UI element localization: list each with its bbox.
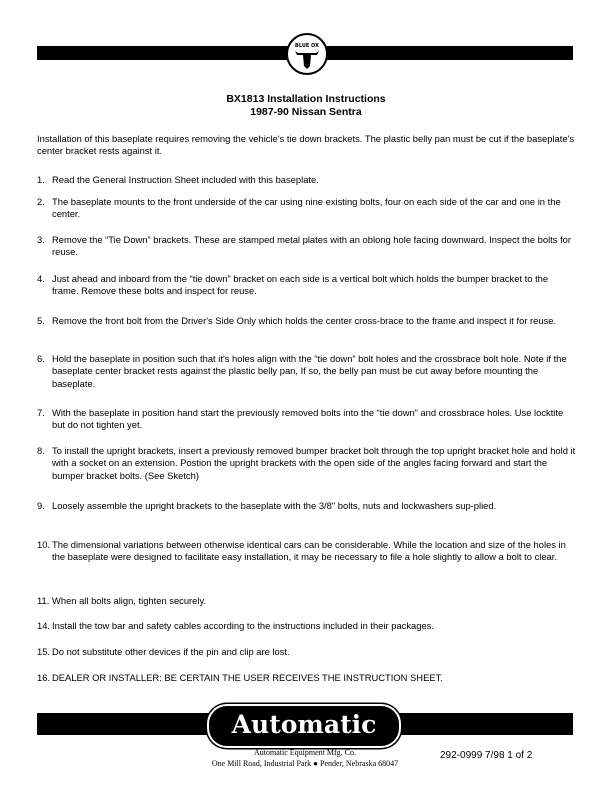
step-item <box>37 174 577 186</box>
step-text: DEALER OR INSTALLER: BE CERTAIN THE USER RECEIVES THE INSTRUCTION SHEET. <box>52 672 443 683</box>
step-text: The baseplate mounts to the front underside of the car using nine existing bolts, four on each side of the car and one in the center. <box>52 196 561 220</box>
step-number: 5. <box>37 315 45 326</box>
logo-text: BLUE OX <box>295 43 319 49</box>
doc-subtitle: 1987-90 Nissan Sentra <box>250 106 362 118</box>
step-item <box>37 500 577 512</box>
doc-title: BX1813 Installation Instructions <box>226 93 386 105</box>
step-number: 11. <box>37 595 50 606</box>
step-text: The dimensional variations between otherwise identical cars can be considerable. While the location and size of the holes in the baseplate were designed to facilitate easy installation, it may be necessary to file a hole slightly to allow a bolt to clear. <box>52 539 566 563</box>
step-item <box>37 273 577 298</box>
step-text: Read the General Instruction Sheet included with this baseplate. <box>52 174 319 185</box>
step-text: Loosely assemble the upright brackets to the baseplate with the 3/8" bolts, nuts and lockwashers sup-plied. <box>52 500 497 511</box>
step-item <box>37 445 577 482</box>
step-text: When all bolts align, tighten securely. <box>52 595 207 606</box>
step-number: 7. <box>37 407 45 418</box>
step-item <box>37 595 577 607</box>
step-number: 1. <box>37 174 45 185</box>
step-number: 2. <box>37 196 45 207</box>
step-item <box>37 353 577 390</box>
step-number: 14. <box>37 620 51 631</box>
company-address: One Mill Road, Industrial Park ● Pender, Nebraska 68047 <box>211 759 399 768</box>
step-number: 4. <box>37 273 45 284</box>
company-name: Automatic Equipment Mfg. Co. <box>254 748 356 757</box>
step-text: Remove the front bolt from the Driver's Side Only which holds the center cross-brace to the frame and inspect it for reuse. <box>52 315 557 326</box>
step-number: 3. <box>37 234 45 245</box>
step-item <box>37 672 577 684</box>
ox-head-icon <box>288 35 326 73</box>
step-item <box>37 539 577 564</box>
blue-ox-logo <box>286 33 328 75</box>
step-item <box>37 315 577 327</box>
step-text: To install the upright brackets, insert a previously removed bumper bracket bolt through the top upright bracket hole and hold it with a socket on an extension. Postion the upright brackets with the open side of the angles facing forward and start the bumper bracket bolts. (See Sketch) <box>52 445 576 481</box>
step-item <box>37 620 577 632</box>
step-text: Hold the baseplate in position such that it's holes align with the “tie down” bolt holes and the crossbrace bolt hole. Note if the baseplate center bracket rests against the plastic belly pan, If so, the belly pan must be cut away before mounting the baseplate. <box>52 353 567 389</box>
step-text: Do not substitute other devices if the pin and clip are lost. <box>52 646 290 657</box>
step-number: 16. <box>37 672 51 683</box>
step-text: Install the tow bar and safety cables according to the instructions included in their packages. <box>52 620 434 631</box>
automatic-logo: Automatic <box>207 704 401 748</box>
step-text: With the baseplate in position hand start the previously removed bolts into the “tie down” and crossbrace holes. Use locktite but do not tighten yet. <box>52 407 564 431</box>
step-number: 10. <box>37 539 51 550</box>
step-item <box>37 234 577 259</box>
step-number: 6. <box>37 353 45 364</box>
intro-text: Installation of this baseplate requires removing the vehicle's tie down brackets. The plastic belly pan must be cut if the baseplate's center bracket rests against it. <box>37 133 575 157</box>
document-number: 292-0999 7/98 1 of 2 <box>440 750 533 761</box>
step-item <box>37 646 577 658</box>
step-number: 8. <box>37 445 45 456</box>
step-number: 15. <box>37 646 51 657</box>
step-text: Just ahead and inboard from the “tie down” bracket on each side is a vertical bolt which holds the bumper bracket to the frame. Remove these bolts and inspect for reuse. <box>52 273 549 297</box>
step-text: Remove the “Tie Down” brackets. These are stamped metal plates with an oblong hole facing downward. Inspect the bolts for reuse. <box>52 234 572 258</box>
step-item <box>37 196 577 221</box>
step-number: 9. <box>37 500 45 511</box>
step-item <box>37 407 577 432</box>
